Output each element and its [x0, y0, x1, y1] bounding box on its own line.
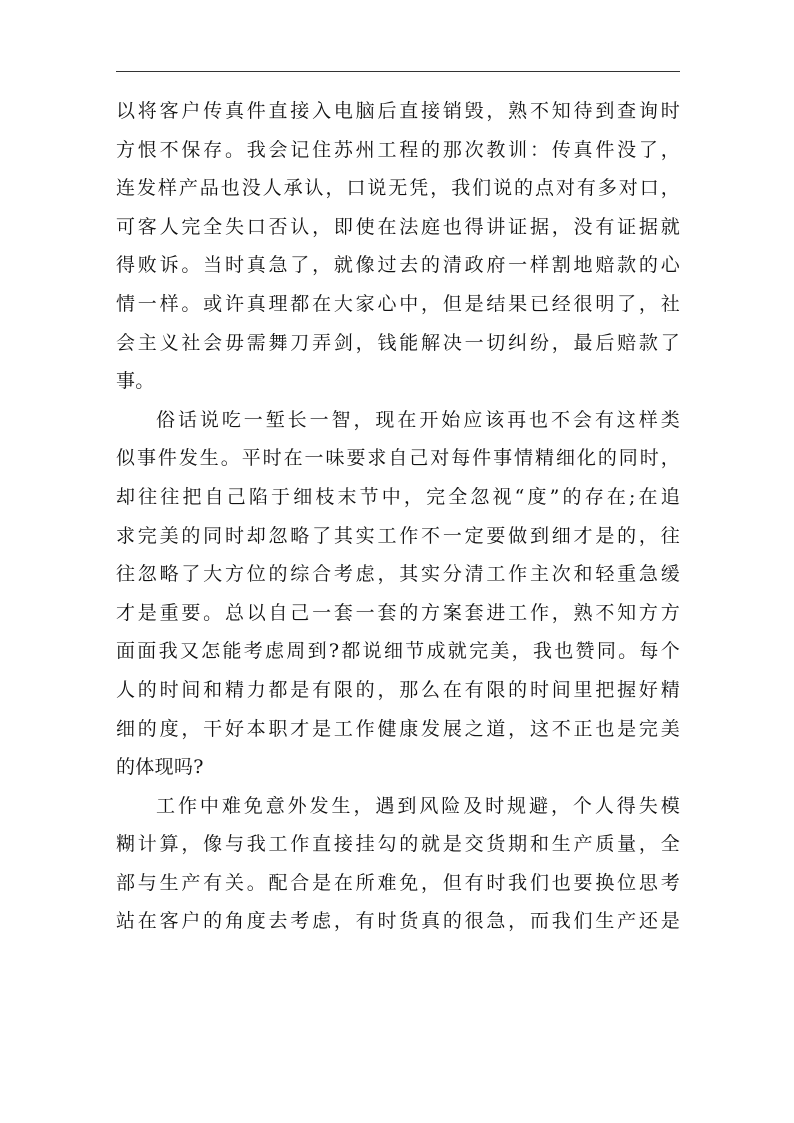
- text-line: 情一样。或许真理都在大家心中，但是结果已经很明了，社: [116, 292, 680, 315]
- text-line: 站在客户的角度去考虑，有时货真的很急，而我们生产还是: [116, 910, 680, 933]
- text-line: 部与生产有关。配合是在所难免，但有时我们也要换位思考: [116, 871, 680, 894]
- text-line: 面面我又怎能考虑周到?都说细节成就完美，我也赞同。每个: [116, 640, 680, 663]
- text-line: 得败诉。当时真急了，就像过去的清政府一样割地赔款的心: [116, 254, 680, 277]
- header-rule: [116, 71, 680, 72]
- text-line: 糊计算，像与我工作直接挂勾的就是交货期和生产质量，全: [116, 833, 680, 856]
- paragraph-3: [116, 787, 680, 941]
- text-line: 人的时间和精力都是有限的，那么在有限的时间里把握好精: [116, 678, 680, 701]
- text-line: 方恨不保存。我会记住苏州工程的那次教训：传真件没了，: [116, 138, 680, 161]
- text-line: 细的度，干好本职才是工作健康发展之道，这不正也是完美: [116, 717, 680, 740]
- text-line: 却往往把自己陷于细枝末节中，完全忽视“度”的存在;在追: [116, 485, 680, 508]
- text-line: 会主义社会毋需舞刀弄剑，钱能解决一切纠纷，最后赔款了: [116, 331, 680, 354]
- text-line: 俗话说吃一堑长一智，现在开始应该再也不会有这样类: [156, 408, 680, 431]
- text-line: 连发样产品也没人承认，口说无凭，我们说的点对有多对口，: [116, 177, 680, 200]
- text-line: 求完美的同时却忽略了其实工作不一定要做到细才是的，往: [116, 524, 680, 547]
- text-line: 以将客户传真件直接入电脑后直接销毁，熟不知待到查询时: [116, 100, 680, 122]
- text-line: 往忽略了大方位的综合考虑，其实分清工作主次和轻重急缓: [116, 563, 680, 586]
- text-line: 似事件发生。平时在一味要求自己对每件事情精细化的同时，: [116, 447, 680, 470]
- paragraph-1: [116, 92, 680, 401]
- text-line: 可客人完全失口否认，即使在法庭也得讲证据，没有证据就: [116, 215, 680, 238]
- text-line: 的体现吗?: [116, 756, 204, 779]
- document-body: [116, 92, 680, 941]
- text-line: 工作中难免意外发生，遇到风险及时规避，个人得失模: [156, 794, 680, 817]
- paragraph-2: [116, 401, 680, 787]
- text-line: 才是重要。总以自己一套一套的方案套进工作，熟不知方方: [116, 601, 680, 624]
- text-line: 事。: [116, 370, 155, 393]
